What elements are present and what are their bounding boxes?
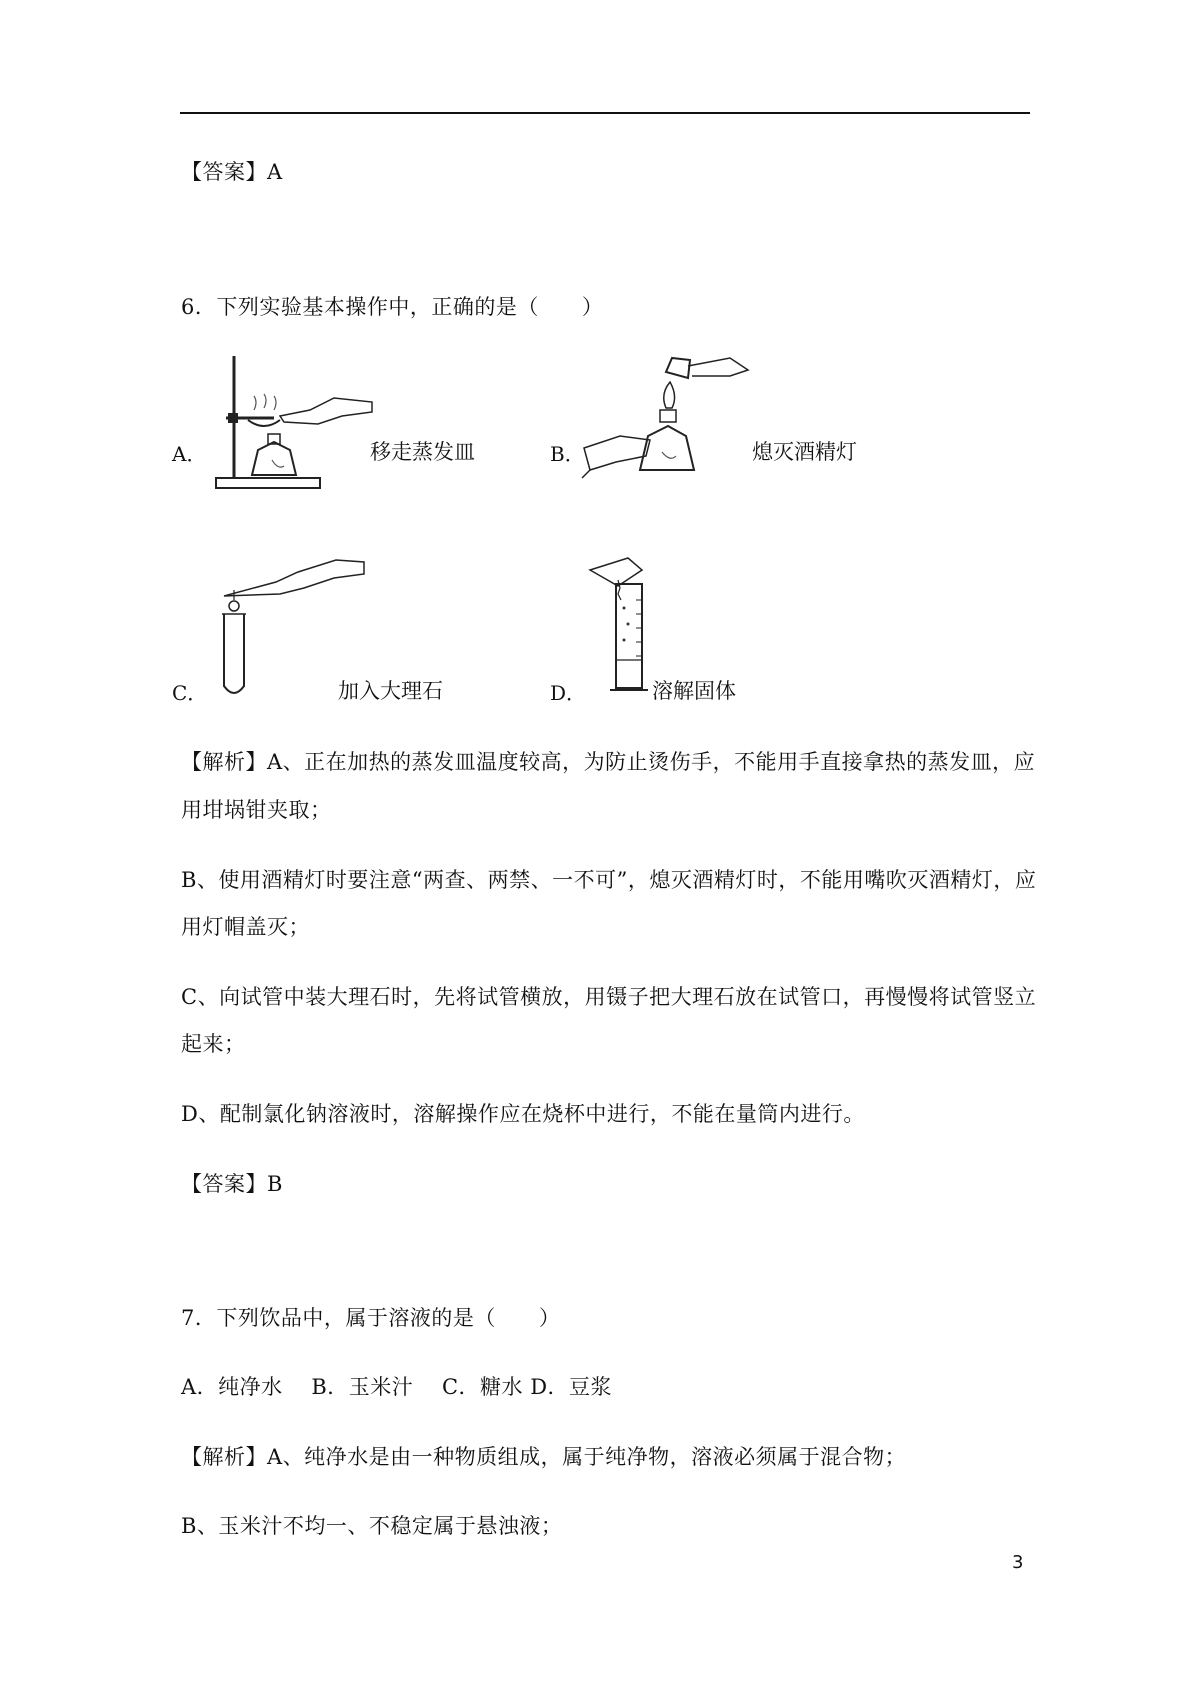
q6-analysis-line-3: B、使用酒精灯时要注意“两查、两禁、一不可”，熄灭酒精灯时，不能用嘴吹灭酒精灯，应 [181, 868, 1037, 892]
q6-answer: 【答案】B [181, 1172, 283, 1196]
option-c-letter: C． [172, 681, 208, 705]
header-rule [180, 112, 1030, 114]
q6-analysis-line-1: 【解析】A、正在加热的蒸发皿温度较高，为防止烫伤手，不能用手直接拿热的蒸发皿，应 [181, 750, 1036, 774]
q6-analysis-line-6: 起来； [181, 1032, 246, 1056]
q6-analysis-line-5: C、向试管中装大理石时，先将试管横放，用镊子把大理石放在试管口，再慢慢将试管竖立 [181, 985, 1037, 1009]
option-b-letter: B． [550, 442, 585, 466]
q6-analysis-line-4: 用灯帽盖灭； [181, 915, 310, 939]
option-d-caption: 溶解固体 [652, 679, 736, 703]
evaporating-dish-on-iron-stand-icon [214, 350, 374, 495]
q6-stem: 6．下列实验基本操作中，正确的是（ ） [181, 295, 604, 319]
q7-stem: 7．下列饮品中，属于溶液的是（ ） [181, 1306, 561, 1330]
top-answer: 【答案】A [181, 160, 283, 184]
q7-options: A．纯净水 B．玉米汁 C．糖水 D．豆浆 [181, 1375, 613, 1399]
q7-analysis-line-2: B、玉米汁不均一、不稳定属于悬浊液； [181, 1514, 563, 1538]
option-d-letter: D． [550, 681, 587, 705]
option-a-letter: A． [172, 442, 207, 466]
option-c-caption: 加入大理石 [338, 679, 443, 703]
option-a-caption: 移走蒸发皿 [370, 440, 475, 464]
page-number: 3 [1012, 1552, 1024, 1573]
q7-analysis-line-1: 【解析】A、纯净水是由一种物质组成，属于纯净物，溶液必须属于混合物； [181, 1445, 907, 1469]
q6-analysis-line-2: 用坩埚钳夹取； [181, 798, 332, 822]
option-b-caption: 熄灭酒精灯 [752, 440, 857, 464]
alcohol-lamp-with-cap-icon [580, 352, 755, 497]
graduated-cylinder-icon [588, 556, 668, 696]
q6-analysis-line-7: D、配制氯化钠溶液时，溶解操作应在烧杯中进行，不能在量筒内进行。 [181, 1102, 865, 1126]
